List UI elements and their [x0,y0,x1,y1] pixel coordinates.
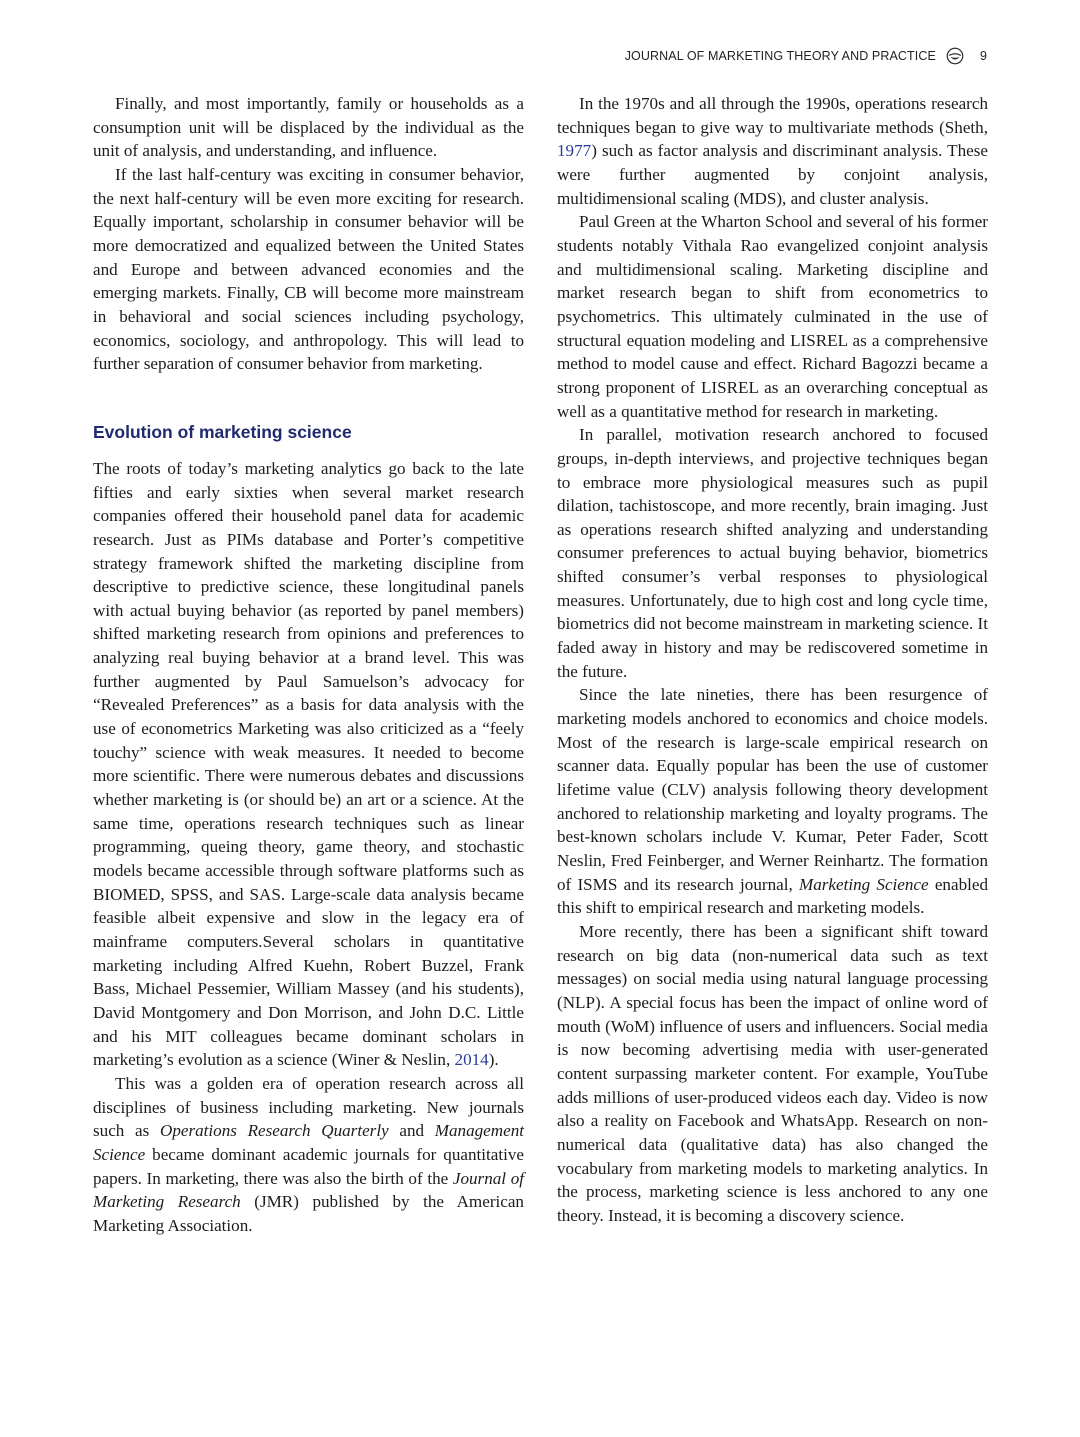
paragraph: In the 1970s and all through the 1990s, operations research techniques began to give way to multivariate methods (Sheth, 1977) such as factor analysis and discriminant analysis. These were further augmented by conjoint analysis, multidimensional scaling (MDS), and cluster analysis. [557,94,988,208]
paragraph: Paul Green at the Wharton School and several of his former students notably Vithala Rao evangelized conjoint analysis and multidimensional scaling. Marketing discipline and market research began to shift from econometrics to psychometrics. This ultimately culminated in the use of structural equation modeling and LISREL as a comprehensive method to model cause and effect. Richard Bagozzi became a strong proponent of LISREL as an overarching conceptual as well as a quantitative method for research in marketing. [557,212,988,421]
citation-link[interactable]: 2014 [454,1050,489,1070]
page-number: 9 [979,49,987,63]
journal-title: JOURNAL OF MARKETING THEORY AND PRACTICE [624,49,936,63]
journal-name: Operations Research Quarterly [159,1121,389,1141]
journal-name: Management Science [93,1121,524,1164]
left-column [93,92,524,1238]
right-column [557,92,988,1228]
citation-link[interactable]: 1977 [557,141,592,161]
journal-name: Journal of Marketing Research [93,1168,525,1212]
paragraph: If the last half-century was exciting in consumer behavior, the next half-century will be even more exciting for research. Equally important, scholarship in consumer behavior will be more democratized and equalized between the United States and Europe and between advanced economies and the emerging markets. Finally, CB will become more mainstream in behavioral and social sciences including psychology, economics, sociology, and anthropology. This will lead to further separation of consumer behavior from marketing. [93,164,524,374]
running-head [625,47,987,65]
paragraph: In parallel, motivation research anchored to focused groups, in-depth interviews, and projective techniques began to embrace more physiological measures such as pupil dilation, tachistoscope, and more recently, brain imaging. Just as operations research shifted analyzing and understanding consumer preferences to actual buying behavior, biometrics shifted consumer’s verbal responses to physiological measures. Unfortunately, due to high cost and long cycle time, biometrics did not become mainstream in marketing science. It faded away in history and may be rediscovered sometime in the future. [557,425,988,681]
journal-name: Marketing Science [798,874,929,894]
paragraph: Finally, and most importantly, family or households as a consumption unit will be displaced by the individual as the unit of analysis, and understanding, and influence. [93,94,524,161]
section-heading: Evolution of marketing science [93,421,352,442]
paragraph: This was a golden era of operation research across all disciplines of business including marketing. New journals such as Operations Research Quarterly and Management Science became dominant academic journals for quantitative papers. In marketing, there was also the birth of the Journal of Marketing Research (JMR) published by the American Marketing Association. [93,1073,525,1235]
paragraph: Since the late nineties, there has been resurgence of marketing models anchored to economics and choice models. Most of the research is large-scale empirical research on scanner data. Equally popular has been the use of customer lifetime value (CLV) analysis following theory development anchored to relationship marketing and loyalty programs. The best-known scholars include V. Kumar, Peter Fader, Scott Neslin, Fred Feinberger, and Werner Reinhartz. The formation of ISMS and its research journal, Marketing Science enabled this shift to empirical research and marketing models. [557,685,988,918]
paragraph: More recently, there has been a significant shift toward research on big data (non-numerical data such as text messages) on social media using natural language processing (NLP). A special focus has been the impact of online word of mouth (WoM) influence of users and influencers. Social media is now becoming advertising media with user-generated content surpassing marketer content. For example, YouTube adds millions of user-produced videos each day. Video is now also a reality on Facebook and WhatsApp. Research on non-numerical data (qualitative data) has also changed the vocabulary from marketing models to marketing analytics. In the process, marketing science is less anchored to any one theory. Instead, it is becoming a discovery science. [557,921,988,1225]
crossmark-icon [946,47,964,65]
paragraph: The roots of today’s marketing analytics go back to the late fifties and early sixties when several market research companies offered their household panel data for academic research. Just as PIMs database and Porter’s competitive strategy framework shifted the marketing discipline from descriptive to predictive science, these longitudinal panels with actual buying behavior (as reported by panel members) shifted marketing research from opinions and preferences to analyzing real buying behavior at a brand level. This was further augmented by Paul Samuelson’s advocacy for “Revealed Preferences” as a basis for data analysis with the use of econometrics Marketing was also criticized as a “feely touchy” science with weak measures. It needed to become more scientific. There were numerous debates and discussions whether marketing is (or should be) an art or a science. At the same time, operations research techniques such as linear programming, queing theory, game theory, and stochastic models became accessible through software platforms such as BIOMED, SPSS, and SAS. Large-scale data analysis became feasible albeit expensive and slow in the legacy era of mainframe computers.Several scholars in quantitative marketing including Alfred Kuehn, Robert Buzzel, Frank Bass, Michael Pessemier, William Massey (and his students), David Montgomery and Don Morrison, and John D.C. Little and his MIT colleagues became dominant scholars in marketing’s evolution as a science (Winer & Neslin, 2014). [93,458,524,1070]
